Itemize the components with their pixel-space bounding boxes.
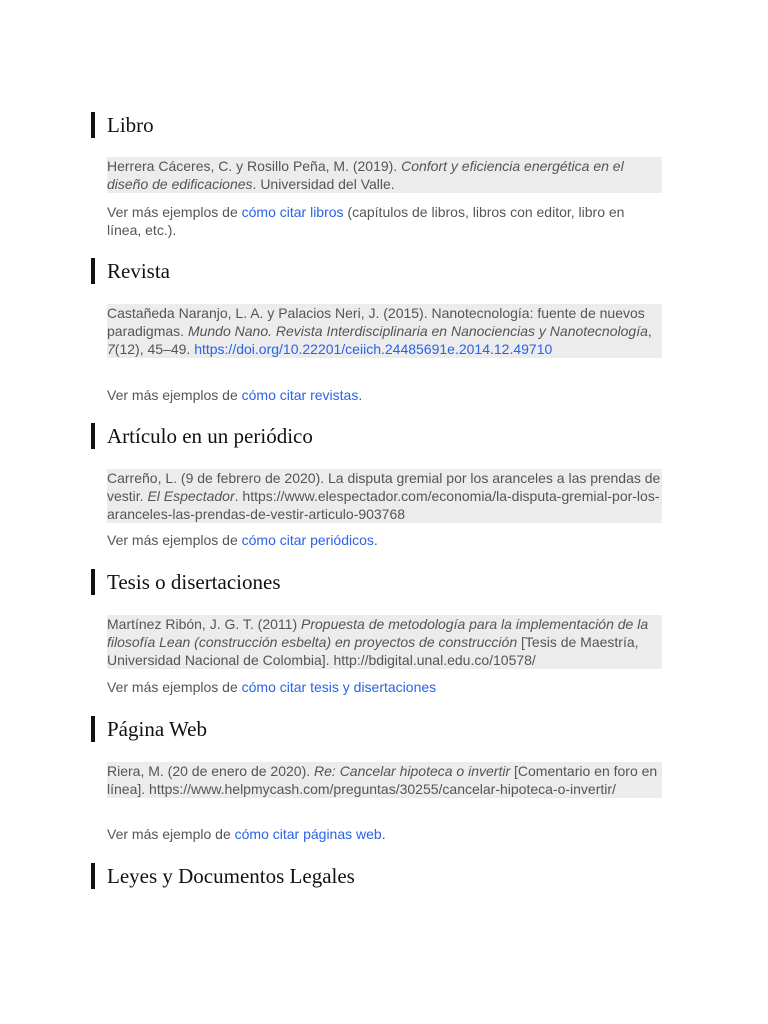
heading-tesis bbox=[91, 569, 281, 595]
section-title: Página Web bbox=[107, 717, 207, 741]
citation-text: Riera, M. (20 de enero de 2020). bbox=[107, 763, 315, 779]
section-title: Artículo en un periódico bbox=[107, 424, 313, 448]
more-prefix: Ver más ejemplos de bbox=[107, 532, 242, 548]
heading-periodico bbox=[91, 423, 313, 449]
more-examples-periodico bbox=[107, 531, 662, 549]
more-prefix: Ver más ejemplos de bbox=[107, 679, 242, 695]
section-title: Libro bbox=[107, 113, 154, 137]
heading-pagina-web bbox=[91, 716, 207, 742]
heading-bar bbox=[91, 569, 95, 595]
heading-bar bbox=[91, 863, 95, 889]
link-citar-revistas[interactable]: cómo citar revistas bbox=[241, 387, 359, 403]
citation-text: . Universidad del Valle. bbox=[252, 176, 395, 192]
section-title: Leyes y Documentos Legales bbox=[107, 864, 355, 888]
heading-bar bbox=[91, 423, 95, 449]
heading-revista bbox=[91, 258, 170, 284]
more-prefix: Ver más ejemplo de bbox=[107, 826, 235, 842]
heading-leyes bbox=[91, 863, 355, 889]
link-citar-periodicos[interactable]: cómo citar periódicos bbox=[241, 532, 374, 548]
citation-text: . https://www.elespectador.com/economia/la-disputa-gremial-por-los-aranceles-las-prendas-de-vestir-articulo-903768 bbox=[107, 488, 660, 522]
citation-italic: El Espectador bbox=[147, 488, 235, 504]
more-examples-libro bbox=[107, 203, 662, 239]
more-prefix: Ver más ejemplos de bbox=[107, 204, 242, 220]
section-title: Tesis o disertaciones bbox=[107, 570, 281, 594]
citation-italic: Mundo Nano. Revista Interdisciplinaria en Nanociencias y Nanotecnología bbox=[187, 323, 648, 339]
citation-revista bbox=[107, 304, 662, 358]
link-citar-libros[interactable]: cómo citar libros bbox=[241, 204, 344, 220]
citation-periodico bbox=[107, 469, 662, 523]
citation-pagina-web bbox=[107, 762, 662, 798]
heading-bar bbox=[91, 258, 95, 284]
heading-bar bbox=[91, 112, 95, 138]
more-suffix: (capítulos de libros, libros con editor, libro en línea, etc.). bbox=[107, 204, 625, 238]
citation-text: Castañeda Naranjo, L. A. y Palacios Neri, J. (2015). Nanotecnología: fuente de nuevos paradigmas. bbox=[107, 305, 645, 339]
more-prefix: Ver más ejemplos de bbox=[107, 387, 242, 403]
more-examples-revista bbox=[107, 386, 662, 404]
citation-italic: Propuesta de metodología para la implementación de la filosofía Lean (construcción esbelta) en proyectos de construcción bbox=[107, 616, 649, 650]
link-citar-tesis[interactable]: cómo citar tesis y disertaciones bbox=[241, 679, 437, 695]
heading-bar bbox=[91, 716, 95, 742]
citation-tesis bbox=[107, 615, 662, 669]
citation-text: [Tesis de Maestría, Universidad Nacional de Colombia]. http://bdigital.unal.edu.co/10578/ bbox=[107, 634, 639, 668]
more-suffix: . bbox=[373, 532, 378, 548]
citation-text: , bbox=[647, 323, 652, 339]
citation-libro bbox=[107, 157, 662, 193]
more-suffix: . bbox=[381, 826, 386, 842]
citation-italic: Confort y eficiencia energética en el diseño de edificaciones bbox=[107, 158, 624, 192]
heading-libro bbox=[91, 112, 154, 138]
citation-italic: Re: Cancelar hipoteca o invertir bbox=[314, 763, 511, 779]
section-title: Revista bbox=[107, 259, 170, 283]
more-examples-tesis bbox=[107, 678, 662, 696]
citation-text: [Comentario en foro en línea]. https://www.helpmycash.com/preguntas/30255/cancelar-hipoteca-o-invertir/ bbox=[107, 763, 658, 797]
link-citar-paginas-web[interactable]: cómo citar páginas web bbox=[234, 826, 382, 842]
citation-text: Martínez Ribón, J. G. T. (2011) bbox=[107, 616, 302, 632]
citation-text: Carreño, L. (9 de febrero de 2020). La disputa gremial por los aranceles a las prendas de vestir. bbox=[107, 470, 661, 504]
citation-volume: 7 bbox=[107, 341, 115, 357]
more-examples-pagina-web bbox=[107, 825, 662, 843]
doi-link[interactable]: https://doi.org/10.22201/ceiich.24485691e.2014.12.49710 bbox=[194, 341, 553, 357]
citation-text: (12), 45–49. bbox=[114, 341, 195, 357]
more-suffix: . bbox=[358, 387, 363, 403]
citation-text: Herrera Cáceres, C. y Rosillo Peña, M. (2019). bbox=[107, 158, 402, 174]
